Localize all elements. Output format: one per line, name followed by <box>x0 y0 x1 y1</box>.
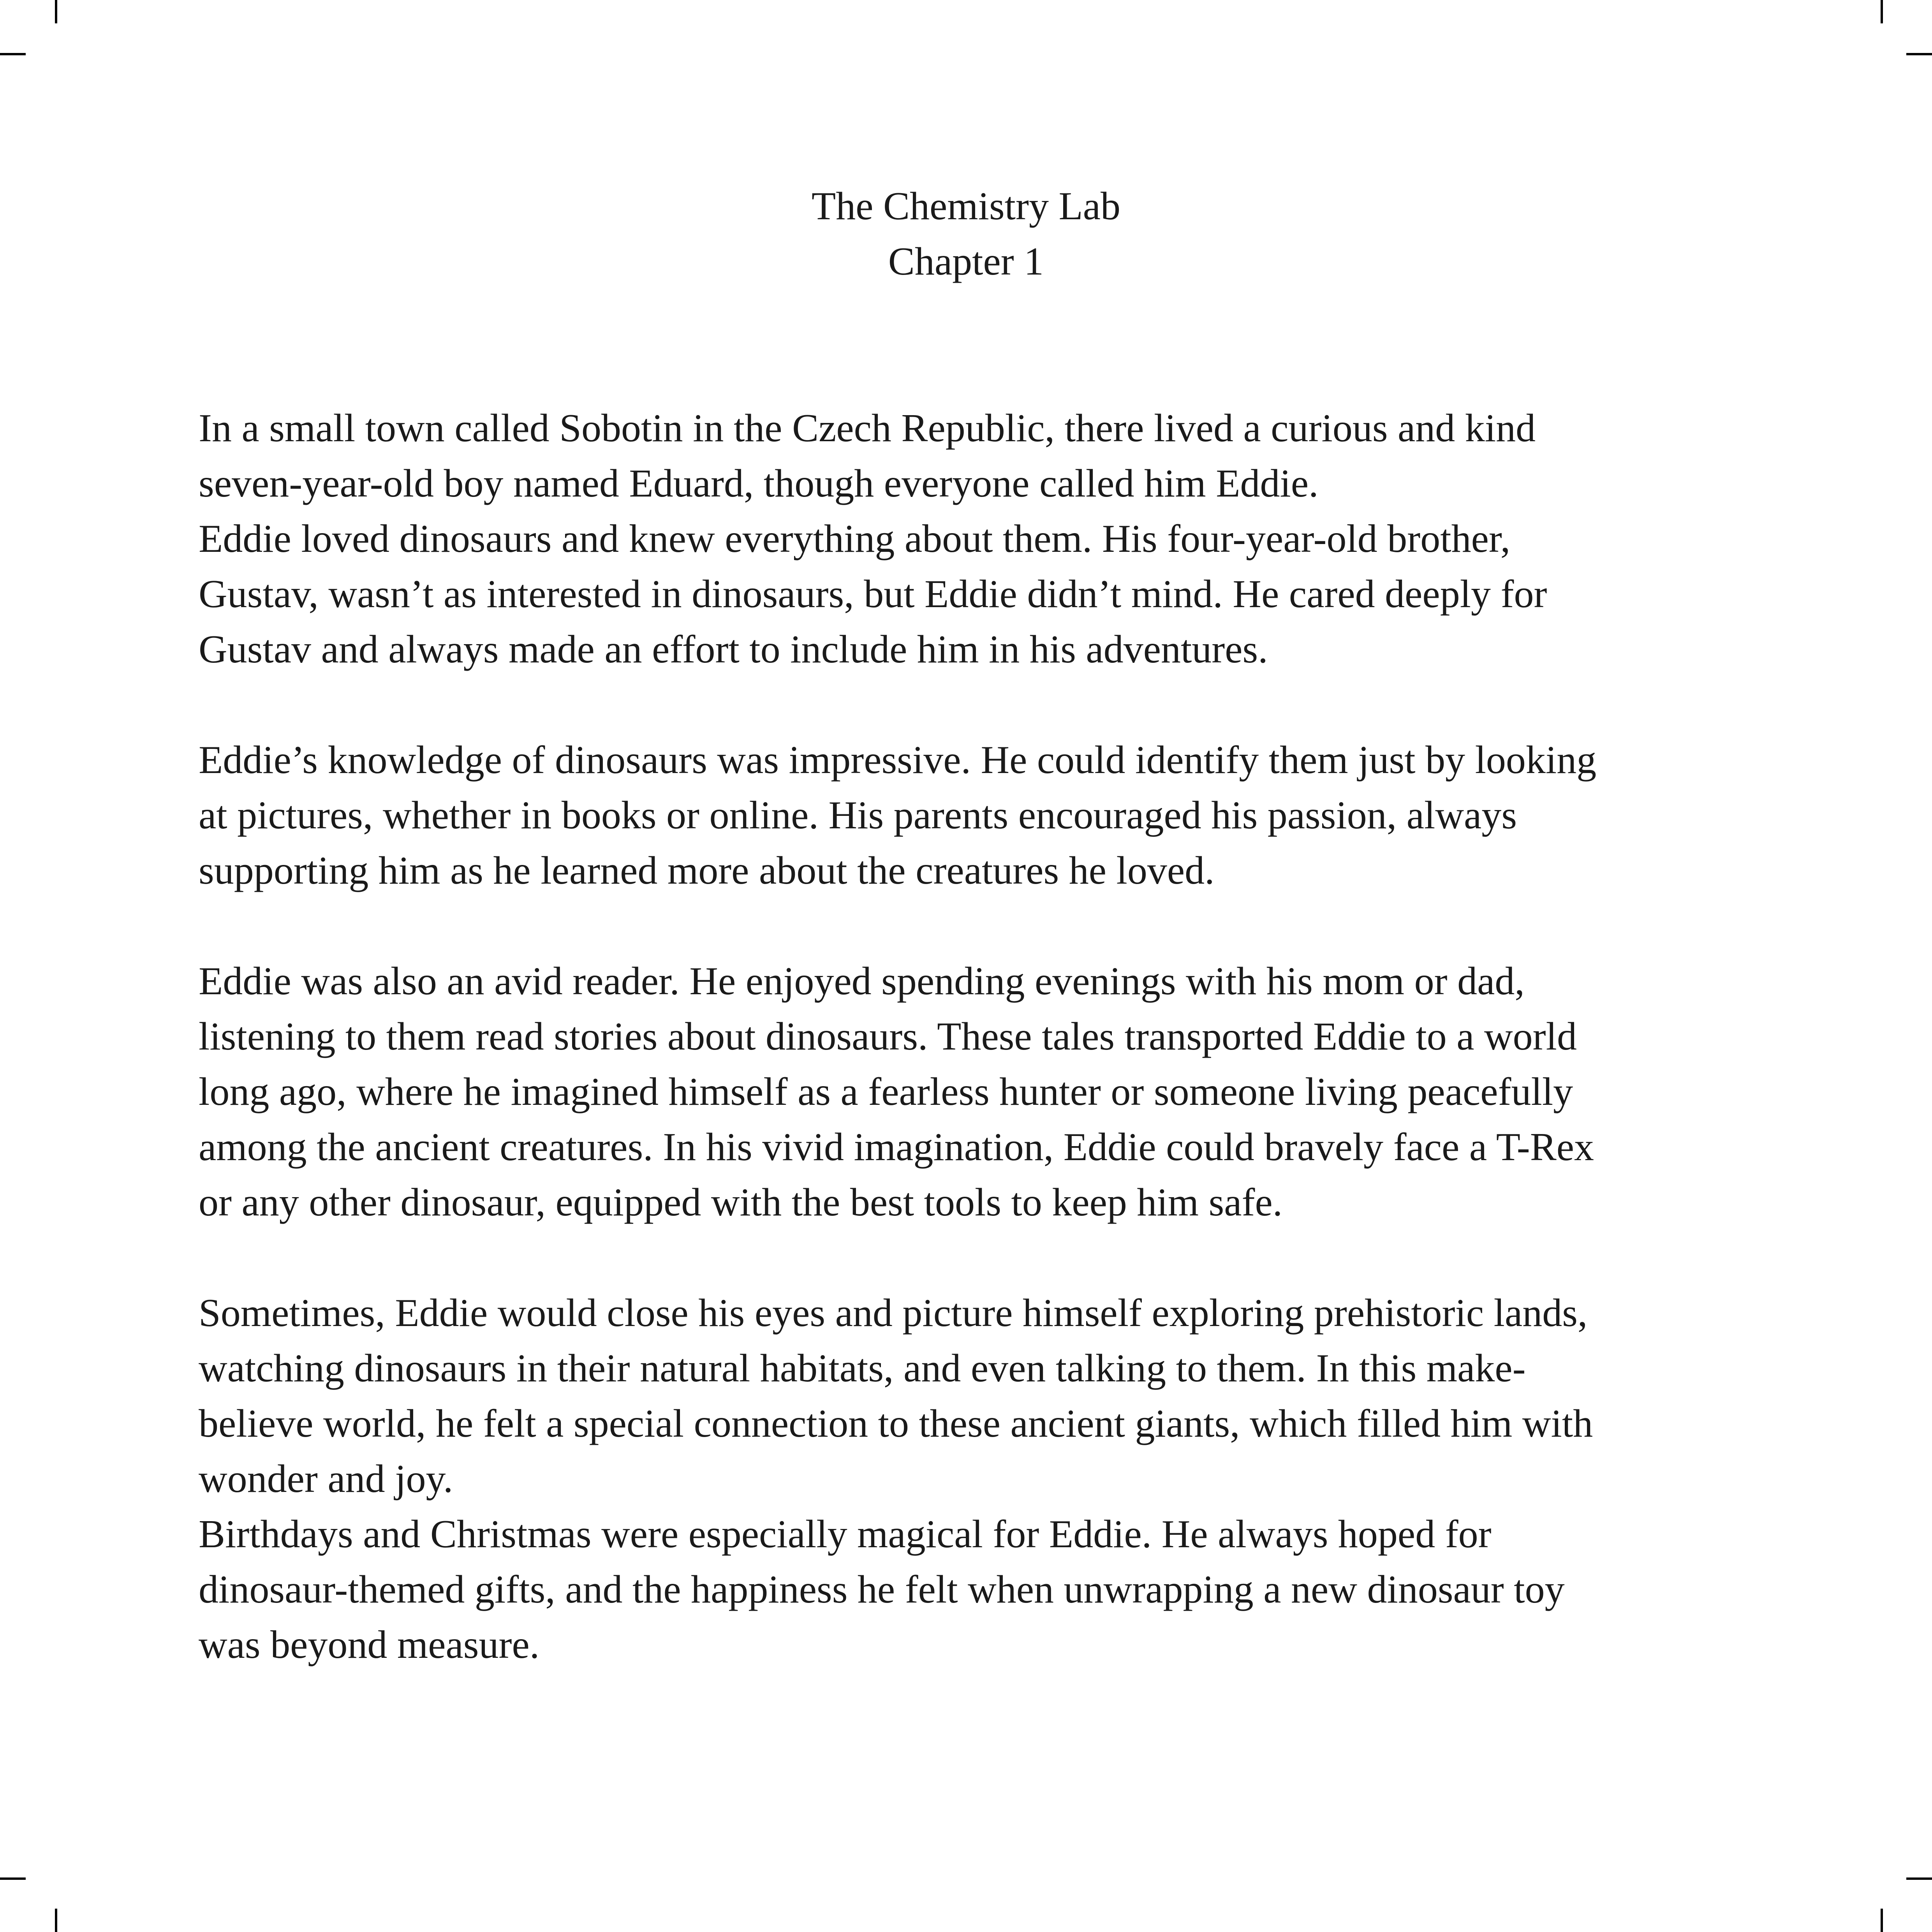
crop-mark-bottom-right-horizontal <box>1906 1877 1932 1880</box>
body-text-line: Eddie was also an avid reader. He enjoyed spending evenings with his mom or dad, <box>199 959 1525 1003</box>
body-text-line: believe world, he felt a special connection to these ancient giants, which filled him with <box>199 1402 1593 1446</box>
body-text-line: Eddie loved dinosaurs and knew everything about them. His four-year-old brother, <box>199 517 1511 561</box>
crop-mark-top-left-horizontal <box>0 53 26 55</box>
body-text-line: was beyond measure. <box>199 1623 540 1667</box>
body-text-line: In a small town called Sobotin in the Czech Republic, there lived a curious and kind <box>199 406 1536 450</box>
crop-mark-top-right-horizontal <box>1906 53 1932 55</box>
crop-mark-top-left-vertical <box>55 0 57 23</box>
crop-mark-top-right-vertical <box>1881 0 1883 23</box>
body-text-line: Eddie’s knowledge of dinosaurs was impressive. He could identify them just by looking <box>199 738 1597 782</box>
body-text-line: among the ancient creatures. In his vivid imagination, Eddie could bravely face a T-Rex <box>199 1125 1594 1169</box>
chapter-heading <box>0 179 1932 289</box>
body-text-line: Sometimes, Eddie would close his eyes and picture himself exploring prehistoric lands, <box>199 1291 1588 1335</box>
body-text-line: or any other dinosaur, equipped with the best tools to keep him safe. <box>199 1180 1283 1224</box>
body-text-line: wonder and joy. <box>199 1457 453 1501</box>
crop-mark-bottom-right-vertical <box>1881 1909 1883 1932</box>
body-text-line: at pictures, whether in books or online. His parents encouraged his passion, always <box>199 793 1517 837</box>
paragraph-gap <box>199 898 1737 954</box>
body-text-line: listening to them read stories about dinosaurs. These tales transported Eddie to a world <box>199 1014 1577 1058</box>
body-text-line: dinosaur-themed gifts, and the happiness he felt when unwrapping a new dinosaur toy <box>199 1567 1565 1611</box>
chapter-number: Chapter 1 <box>888 240 1044 284</box>
body-text-line: Gustav and always made an effort to include him in his adventures. <box>199 627 1268 671</box>
body-text-line: seven-year-old boy named Eduard, though everyone called him Eddie. <box>199 461 1319 505</box>
paragraph-gap <box>199 1230 1737 1286</box>
chapter-body <box>199 401 1737 1673</box>
paragraph-gap <box>199 677 1737 733</box>
body-text-line: Gustav, wasn’t as interested in dinosaurs, but Eddie didn’t mind. He cared deeply for <box>199 572 1547 616</box>
body-text-line: supporting him as he learned more about the creatures he loved. <box>199 849 1215 893</box>
body-text-line: Birthdays and Christmas were especially magical for Eddie. He always hoped for <box>199 1512 1492 1556</box>
body-text-line: watching dinosaurs in their natural habitats, and even talking to them. In this make- <box>199 1346 1526 1390</box>
crop-mark-bottom-left-horizontal <box>0 1877 26 1880</box>
book-title: The Chemistry Lab <box>811 184 1121 228</box>
crop-mark-bottom-left-vertical <box>55 1909 57 1932</box>
body-text-line: long ago, where he imagined himself as a fearless hunter or someone living peacefully <box>199 1070 1573 1114</box>
